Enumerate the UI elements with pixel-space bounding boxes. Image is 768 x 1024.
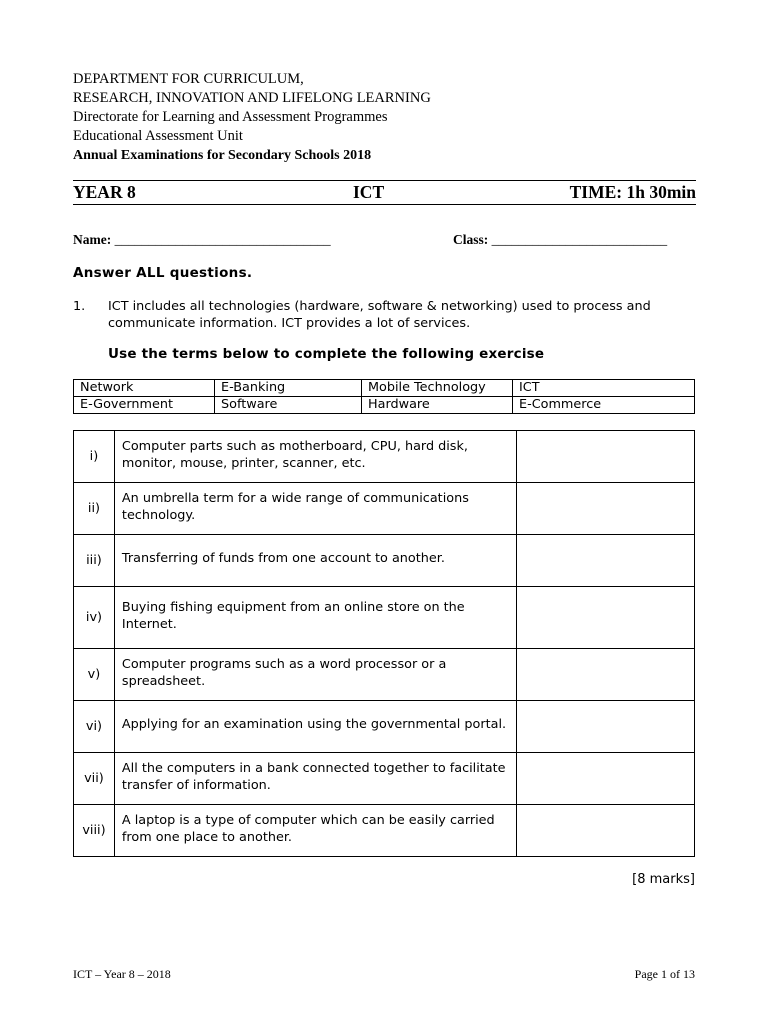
- item-number: viii): [74, 805, 115, 857]
- item-description: Computer programs such as a word processor or a spreadsheet.: [114, 649, 516, 701]
- item-number: v): [74, 649, 115, 701]
- bottom-rule: [73, 204, 696, 205]
- table-row: [74, 805, 695, 857]
- header-line: Directorate for Learning and Assessment Programmes: [73, 109, 388, 125]
- term-cell: Mobile Technology: [362, 380, 513, 397]
- term-cell: E-Commerce: [513, 397, 695, 414]
- answer-cell[interactable]: [516, 483, 694, 535]
- question-number: 1.: [73, 299, 86, 314]
- name-label: Name:: [73, 232, 112, 247]
- table-row: [74, 535, 695, 587]
- answer-cell[interactable]: [516, 587, 694, 649]
- exercise-table: [73, 430, 695, 857]
- answer-cell[interactable]: [516, 753, 694, 805]
- exercise-instruction: Use the terms below to complete the following exercise: [108, 346, 545, 362]
- exam-title: Annual Examinations for Secondary Schools 2018: [73, 148, 372, 163]
- item-description: Applying for an examination using the governmental portal.: [114, 701, 516, 753]
- year-label: YEAR 8: [73, 182, 136, 202]
- header-line: Educational Assessment Unit: [73, 128, 243, 144]
- answer-cell[interactable]: [516, 805, 694, 857]
- class-field[interactable]: [453, 232, 667, 248]
- item-description: All the computers in a bank connected together to facilitate transfer of information.: [114, 753, 516, 805]
- item-description: Transferring of funds from one account to another.: [114, 535, 516, 587]
- term-cell: ICT: [513, 380, 695, 397]
- table-row: [74, 483, 695, 535]
- header-line: DEPARTMENT FOR CURRICULUM,: [73, 71, 304, 87]
- item-description: An umbrella term for a wide range of communications technology.: [114, 483, 516, 535]
- term-cell: Software: [215, 397, 362, 414]
- answer-cell[interactable]: [516, 535, 694, 587]
- question-text: ICT includes all technologies (hardware, software & networking) used to process and communicate information. ICT provides a lot of services.: [108, 299, 651, 331]
- page-number: Page 1 of 13: [634, 967, 695, 981]
- item-number: vi): [74, 701, 115, 753]
- item-number: vii): [74, 753, 115, 805]
- name-blank[interactable]: ________________________________: [114, 232, 331, 247]
- top-rule: [73, 180, 696, 181]
- terms-table: [73, 379, 695, 414]
- terms-row: [74, 397, 695, 414]
- class-label: Class:: [453, 232, 489, 247]
- exam-info-bar: [73, 182, 696, 204]
- term-cell: Network: [74, 380, 215, 397]
- term-cell: E-Banking: [215, 380, 362, 397]
- answer-cell[interactable]: [516, 431, 694, 483]
- item-number: iv): [74, 587, 115, 649]
- item-number: ii): [74, 483, 115, 535]
- department-header: [73, 70, 431, 146]
- table-row: [74, 587, 695, 649]
- item-number: i): [74, 431, 115, 483]
- table-row: [74, 649, 695, 701]
- header-line: RESEARCH, INNOVATION AND LIFELONG LEARNING: [73, 90, 431, 106]
- subject-label: ICT: [353, 182, 385, 202]
- table-row: [74, 701, 695, 753]
- answer-all-instruction: Answer ALL questions.: [73, 265, 253, 281]
- table-row: [74, 753, 695, 805]
- footer-title: ICT – Year 8 – 2018: [73, 967, 171, 981]
- item-description: Computer parts such as motherboard, CPU, hard disk, monitor, mouse, printer, scanner, etc.: [114, 431, 516, 483]
- table-row: [74, 431, 695, 483]
- time-label: TIME: 1h 30min: [569, 182, 696, 202]
- item-number: iii): [74, 535, 115, 587]
- marks-label: [8 marks]: [632, 872, 695, 887]
- class-blank[interactable]: __________________________: [491, 232, 668, 247]
- answer-cell[interactable]: [516, 649, 694, 701]
- name-field[interactable]: [73, 232, 331, 248]
- item-description: A laptop is a type of computer which can be easily carried from one place to another.: [114, 805, 516, 857]
- answer-cell[interactable]: [516, 701, 694, 753]
- term-cell: E-Government: [74, 397, 215, 414]
- item-description: Buying fishing equipment from an online store on the Internet.: [114, 587, 516, 649]
- terms-row: [74, 380, 695, 397]
- term-cell: Hardware: [362, 397, 513, 414]
